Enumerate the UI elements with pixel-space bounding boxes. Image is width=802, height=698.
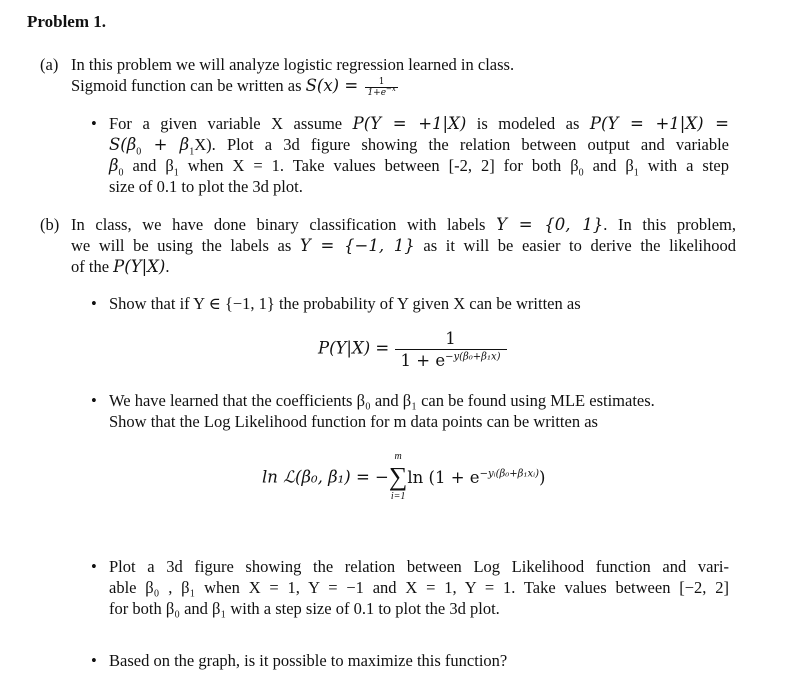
math-seg: S(β [109, 135, 137, 154]
part-a-bullet-text [109, 113, 729, 197]
bullet-dot: • [91, 651, 97, 670]
part-b-line-3 [71, 256, 736, 277]
part-a-line-1: In this problem we will analyze logistic regression learned in class. [71, 55, 515, 74]
part-b-bullet-3-line-2: able β₀ , β₁ when X = 1, Y = −1 and X = 1, Y = 1. Take values between [−2, 2] [109, 578, 729, 597]
part-b-bullet-1-line: Show that if Y ∈ {−1, 1} the probability of Y given X can be written as [109, 294, 581, 313]
text-seg: In class, we have done binary classification with labels [71, 215, 497, 234]
part-a-bullet-line-3: $\beta_0$ and $\beta_1$ when X = 1. Take values between [-2, 2] for both $\beta_0$ and $\beta_1$ with a step [109, 156, 729, 179]
text-seg: . In this problem, [603, 215, 736, 234]
eq1-lhs: P(Y|X) = [318, 338, 395, 358]
equation-log-likelihood [262, 450, 545, 504]
bullet-text-seg: For a given variable X assume [109, 114, 353, 133]
sum-upper-limit: m [394, 451, 402, 462]
bullet-text-seg: X). Plot a 3d figure showing the relation between output and variable [194, 135, 730, 154]
bullet-dot: • [91, 391, 97, 410]
bullet-dot: • [91, 294, 97, 313]
sum-lower-limit: i=1 [390, 491, 406, 502]
part-a-line-2-text: Sigmoid function can be written as [71, 76, 306, 95]
part-b-line-1 [71, 214, 736, 235]
part-a-line-2 [71, 75, 736, 98]
part-b-bullet-3-line-3: for both β₀ and β₁ with a step size of 0.1 to plot the 3d plot. [109, 599, 500, 618]
part-b-bullet-2-line-1: We have learned that the coefficients β₀ and β₁ can be found using MLE estimates. [109, 391, 655, 410]
part-b-bullet-3 [91, 556, 731, 622]
sum-symbol: ∑ [388, 462, 408, 491]
bullet-dot: • [91, 114, 97, 133]
eq1-den-base: 1 + e [400, 351, 446, 370]
math-seg: Y = {0, 1} [496, 215, 604, 234]
part-b-label: (b) [40, 215, 60, 234]
part-a-bullet-line-2: $S(\beta_0 + \beta_1X)$. Plot a 3d figure showing the relation between output and variable [109, 135, 730, 158]
bullet-text-seg: when X = 1. Take values between [-2, 2] for both β [178, 156, 579, 175]
eq2-rhs [407, 468, 545, 487]
eq2-rhs-close: ) [539, 467, 546, 487]
math-seg: P(Y = +1|X) [352, 114, 467, 133]
part-a-label: (a) [40, 55, 59, 74]
eq2-rhs-exponent: −yᵢ(β₀+β₁xᵢ) [479, 468, 540, 479]
part-a-bullet-line-1 [109, 113, 729, 134]
eq1-fraction [395, 328, 507, 371]
text-seg: we will be using the labels as [71, 236, 300, 255]
text-seg: as it will be easier to derive the likelihood [414, 236, 736, 255]
eq1-numerator: 1 [395, 328, 507, 350]
sigmoid-numerator: 1 [365, 77, 397, 88]
sigmoid-den-exponent: −x [386, 84, 396, 93]
math-seg: P(Y = +1|X) = [589, 114, 729, 133]
sigmoid-denominator [365, 84, 397, 98]
part-b-bullet-4 [91, 650, 731, 672]
part-b-bullet-2 [91, 390, 731, 434]
part-b-bullet-2-text [109, 390, 729, 432]
part-b-bullet-3-text [109, 556, 729, 619]
problem-title: Problem 1. [27, 12, 107, 31]
eq2-rhs-base: ln (1 + e [407, 467, 480, 487]
part-b-bullet-2-line-2: Show that the Log Likelihood function for m data points can be written as [109, 412, 598, 431]
math-seg: Y = {−1, 1} [299, 236, 415, 255]
part-a [40, 54, 740, 98]
part-a-bullet [91, 113, 731, 197]
equation-conditional-probability [318, 328, 507, 371]
part-b-line-2 [71, 235, 736, 256]
sigmoid-fraction [365, 77, 397, 98]
part-a-text [71, 54, 736, 98]
bullet-text-seg: and β [583, 156, 634, 175]
bullet-text-seg: is modeled as [466, 114, 590, 133]
eq1-den-exponent: −y(β₀+β₁x) [445, 351, 501, 363]
bullet-dot: • [91, 557, 97, 576]
text-seg: . [165, 257, 170, 276]
math-seg: P(Y|X) [113, 257, 166, 276]
text-seg: of the [71, 257, 114, 276]
part-b-bullet-1 [91, 293, 731, 315]
part-b [40, 214, 740, 278]
eq2-lhs: ln ℒ(β₀, β₁) = − [262, 467, 389, 487]
bullet-text-seg: with a step [638, 156, 729, 175]
sigmoid-den-base: 1+e [367, 87, 387, 98]
bullet-text-seg: and β [123, 156, 174, 175]
eq1-denominator [395, 350, 507, 371]
part-b-text [71, 214, 736, 277]
part-b-bullet-4-text [109, 650, 729, 671]
part-b-bullet-1-text [109, 293, 729, 314]
part-b-bullet-4-line: Based on the graph, is it possible to maximize this function? [109, 651, 508, 670]
math-seg: + β [141, 135, 190, 154]
summation [389, 450, 408, 504]
sigmoid-lhs: S(x) = [305, 76, 364, 95]
part-a-bullet-line-4: size of 0.1 to plot the 3d plot. [109, 177, 303, 196]
math-seg: β [109, 156, 119, 175]
part-b-bullet-3-line-1: Plot a 3d figure showing the relation between Log Likelihood function and vari- [109, 557, 729, 576]
